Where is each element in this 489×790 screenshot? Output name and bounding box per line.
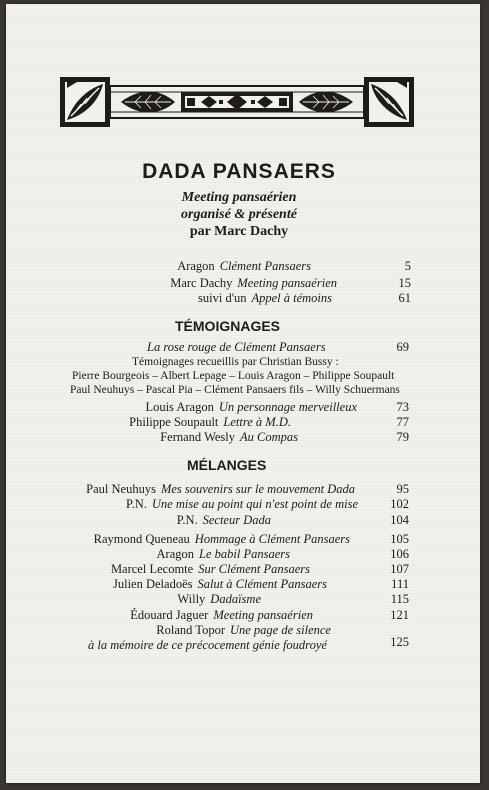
entry-page: 61 <box>398 291 411 305</box>
temoignages-names-1: Pierre Bourgeois – Albert Lepage – Louis Aragon – Philippe Soupault <box>72 370 395 382</box>
entry-author: Roland Topor <box>156 623 225 637</box>
book-page <box>6 4 480 783</box>
entry-title: Le babil Pansaers <box>199 547 290 561</box>
toc-entry <box>6 430 298 447</box>
subtitle-line-1: Meeting pansaérien <box>181 190 297 205</box>
toc-entry <box>6 291 332 308</box>
book-title: DADA PANSAERS <box>142 160 336 183</box>
entry-title: Une mise au point qui n'est point de mise <box>151 497 358 511</box>
entry-title: Secteur Dada <box>202 513 271 527</box>
entry-author: Louis Aragon <box>145 400 214 414</box>
entry-author: Paul Neuhuys <box>86 482 156 496</box>
entry-title: Sur Clément Pansaers <box>198 562 310 576</box>
decorative-ornament-icon <box>59 74 415 130</box>
entry-title: Lettre à M.D. <box>223 415 291 429</box>
melanges-last-line: à la mémoire de ce précocement génie foudroyé <box>88 638 327 652</box>
entry-author: Fernand Wesly <box>160 430 235 444</box>
entry-page: 121 <box>390 608 409 622</box>
entry-author: Raymond Queneau <box>93 532 190 546</box>
entry-page: 15 <box>398 276 411 290</box>
toc-entry <box>6 592 261 609</box>
entry-title: Meeting pansaérien <box>213 608 313 622</box>
entry-page: 79 <box>396 430 409 444</box>
entry-page: 95 <box>396 482 409 496</box>
entry-title: Un personnage merveilleux <box>218 400 357 414</box>
entry-page: 77 <box>396 415 409 429</box>
entry-page: 106 <box>390 547 409 561</box>
temoignages-collected: Témoignages recueillis par Christian Bussy : <box>132 356 339 368</box>
entry-page: 125 <box>390 635 409 649</box>
subtitle-line-2: organisé & présenté <box>181 207 297 222</box>
entry-page: 104 <box>390 513 409 527</box>
entry-title: Mes souvenirs sur le mouvement Dada <box>160 482 355 496</box>
subtitle-line-3: par Marc Dachy <box>189 224 289 239</box>
entry-author: Aragon <box>156 547 195 561</box>
entry-title: Meeting pansaérien <box>237 276 337 290</box>
toc-entry <box>6 497 358 514</box>
entry-author: Willy <box>177 592 206 606</box>
entry-title: Au Compas <box>240 430 298 444</box>
entry-page: 107 <box>390 562 409 576</box>
entry-page: 105 <box>390 532 409 546</box>
entry-title: Dadaïsme <box>210 592 261 606</box>
toc-entry <box>6 513 271 530</box>
entry-page: 5 <box>404 259 411 273</box>
entry-author: Julien Deladoës <box>112 577 193 591</box>
entry-author: Aragon <box>177 259 215 273</box>
entry-author: Édouard Jaguer <box>130 608 209 622</box>
entry-page: 102 <box>390 497 409 511</box>
entry-title: Salut à Clément Pansaers <box>197 577 327 591</box>
entry-page: 73 <box>396 400 409 414</box>
temoignages-names-2: Paul Neuhuys – Pascal Pia – Clément Pansaers fils – Willy Schuermans <box>70 384 400 396</box>
temoignages-lead-title: La rose rouge de Clément Pansaers <box>147 340 326 354</box>
entry-title: Hommage à Clément Pansaers <box>194 532 350 546</box>
entry-page: 111 <box>391 577 409 591</box>
section-heading-melanges: MÉLANGES <box>187 457 267 473</box>
entry-author: Philippe Soupault <box>129 415 219 429</box>
entry-author: Marc Dachy <box>170 276 233 290</box>
entry-author: P.N. <box>176 513 198 527</box>
entry-author: suivi d'un <box>198 291 247 305</box>
entry-page: 115 <box>390 592 409 606</box>
entry-author: Marcel Lecomte <box>110 562 194 576</box>
entry-page: 69 <box>396 340 409 354</box>
section-heading-temoignages: TÉMOIGNAGES <box>175 318 281 334</box>
entry-title: Clément Pansaers <box>219 259 311 273</box>
entry-author: P.N. <box>126 497 147 511</box>
entry-title: Une page de silence <box>229 623 331 637</box>
entry-title: Appel à témoins <box>251 291 332 305</box>
toc-entry <box>6 259 311 276</box>
